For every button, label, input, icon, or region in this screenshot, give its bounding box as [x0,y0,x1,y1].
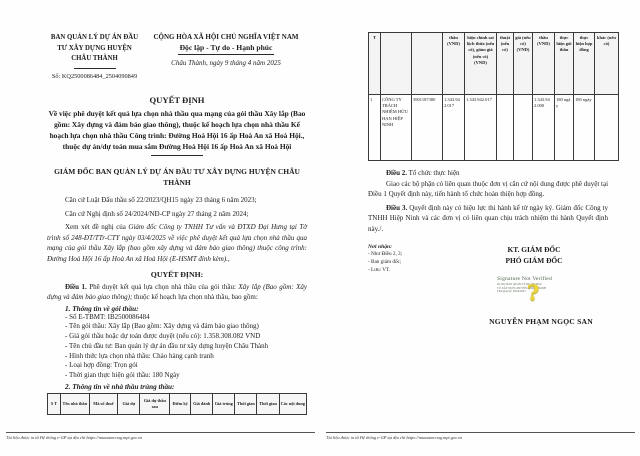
article-1-text: thuộc kế hoạch lựa chọn nhà thầu, bao gồm: [132,293,258,302]
decision-title: QUYẾT ĐỊNH [149,95,205,105]
table-row [369,95,619,161]
recipients-block [368,244,460,275]
footer-note: Tài liệu được in từ Hệ thống e-GP tại địa chỉ https://muasamcong.mpi.gov.vn [6,432,315,440]
consider-body: Giám đốc Công ty TNHH Tư vấn và ĐTXD Đại Hưng tại Tờ trình số 248-ĐT/TTr-CTY ngày 03/4/2025 về việc phê duyệt kết quả lựa chọn nhà thầu qua mạng của gói thầu Xây lắp (bao gồm xây dựng và đảm bảo giao thông) thuộc công trình: Đường Hoà Hội 16 ấp Hoà An xã Hoà Hội (E-HSMT đính kèm)., [47,223,307,263]
table-header-cell [381,33,412,95]
article-3 [368,203,608,235]
table-header-cell: Giá dự [118,393,140,414]
decision-heading: QUYẾT ĐỊNH: [150,269,204,279]
table-header-cell [412,33,443,95]
article-1-label: Điều 1. [65,282,87,291]
package-info-item: - Tên chủ đầu tư: Ban quản lý dự án đầu tư xây dựng huyện Châu Thành [65,341,269,350]
article-2-heading [368,168,608,179]
table-header-cell: Giá trúng [213,393,235,414]
package-info-item: - Loại hợp đồng: Trọn gói [65,361,138,370]
issuing-org-block [47,33,142,82]
table-header-cell: khác (nếu có) [595,33,619,95]
table-header-cell: thầu (VND) [533,33,555,95]
table-header-cell: hiệu chỉnh sai lệch thừa (nếu có), giảm giá (nếu có) (VND) [465,33,497,95]
package-info-item: - Thời gian thực hiện gói thầu: 180 Ngày [65,370,180,379]
table-cell-other [595,95,619,161]
doc-number: Số: KQ2500086484_2504090849 [51,72,138,80]
subtitle-divider [151,155,203,156]
table-header-row [369,33,619,95]
article-2-label: Điều 2. [386,169,407,177]
article-1 [47,282,307,303]
table-cell-stt: 1 [369,95,381,161]
national-title: CỘNG HÒA XÃ HỘI CHỦ NGHĨA VIỆT NAM [153,33,299,41]
table-cell-eval-price [514,95,533,161]
table-cell-duration: 180 ngày [555,95,574,161]
table-header-row [48,393,307,414]
signer-role-line: PHÓ GIÁM ĐỐC [505,255,563,265]
citation-paragraph: Căn cứ Luật Đấu thầu số 22/2023/QH15 ngày 23 tháng 6 năm 2023; [65,196,257,204]
signature-titles [460,244,608,275]
signature-detail-line: Ký bởi: BAN QUẢN LÝ DỰ ÁN ĐẦU [497,283,542,286]
table-cell-contractor: CÔNG TY TRÁCH NHIỆM HỮU HẠN HIỆP NINH [381,95,412,161]
signer-name: NGUYỄN PHẠM NGỌC SAN [489,317,593,326]
signer-role-line: KT. GIÁM ĐỐC [507,244,561,254]
org-name-line: CHÂU THÀNH [71,55,118,62]
page-2 [320,0,640,456]
citation-paragraph: Căn cứ Nghị định số 24/2024/NĐ-CP ngày 27 tháng 2 năm 2024; [65,209,249,218]
closing-block [368,244,608,275]
page-header [47,33,307,82]
signature-detail-line: Thời gian ký: 09/04/2025 [497,290,526,294]
org-name-line: BAN QUẢN LÝ DỰ ÁN ĐẦU [50,34,139,41]
package-info-item: - Số E-TBMT: IB2500086484 [65,312,150,321]
table-header-cell: thực hiện hợp đồng [574,33,595,95]
table-header-cell: thuật (nếu có) [497,33,514,95]
table-header-cell: Mã số thuế [89,393,118,414]
article-1-text: Phê duyệt kết quả lựa chọn nhà thầu của gói thầu: [86,282,239,291]
table-header-cell: Giá đánh [191,393,213,414]
table-cell-tech-score [497,95,514,161]
table-header-cell: giá (nếu có) (VND) [514,33,533,95]
winner-table-header [47,393,307,415]
table-cell-bid-price: 1.343.942.017 [443,95,465,161]
table-cell-adjusted-price: 1.343.942.017 [465,95,497,161]
authority-heading: GIÁM ĐỐC BAN QUẢN LÝ DỰ ÁN ĐẦU TƯ XÂY DỰNG HUYỆN CHÂU THÀNH [54,167,300,187]
signature-detail-line: TƯ XÂY DỰNG HUYỆN CHÂU THÀNH [497,286,547,290]
question-mark-icon: ? [527,280,540,305]
recipients-title: Nơi nhận: [368,243,392,250]
article-3-body: Quyết định này có hiệu lực thi hành kể từ ngày ký. Giám đốc Công ty TNHH Hiệp Ninh và các đơn vị có liên quan chịu trách nhiệm thi hành Quyết định này./. [368,203,609,233]
table-cell-taxcode: 3901187380 [412,95,443,161]
table-header-cell: Các nội dung [279,393,306,414]
package-info-item: - Tên gói thầu: Xây lắp (Bao gồm: Xây dựng và đảm bảo giao thông) [65,322,259,331]
decision-subtitle: Về việc phê duyệt kết quả lựa chọn nhà thầu qua mạng của gói thầu Xây lắp (Bao gồm: Xây dựng và đảm bảo giao thông), thuộc kế hoạch lựa chọn nhà thầu Kế hoạch lựa chọn nhà thầu Công trình: Đường Hoà Hội 16 ấp Hoà An xã Hoà Hội., thuộc dự án/dự toán mua sắm Đường Hoà Hội 16 ấp Hoà An xã Hoà Hội [48,109,306,151]
table-header-cell: thầu (VND) [443,33,465,95]
digital-signature-stamp [497,276,579,305]
package-info-title: 1. Thông tin về gói thầu: [65,304,139,313]
article-3-label: Điều 3. [386,203,408,212]
table-header-cell: T [369,33,381,95]
recipient-item: - Ban giám đốc; [368,258,402,265]
table-header-cell: Tên nhà thầu [61,393,90,414]
recipient-item: - Như Điều 2, 3; [368,250,403,257]
table-header-cell: thực hiện gói thầu [555,33,574,95]
org-divider [74,68,116,69]
table-header-cell: S T [48,393,61,414]
recipient-item: - Lưu: VT. [368,266,391,273]
national-header-block [145,33,307,82]
national-motto: Độc lập - Tự do - Hạnh phúc [179,43,273,52]
table-header-cell: Điểm kỹ [170,393,191,414]
package-info-item: - Hình thức lựa chọn nhà thầu: Chào hàng cạnh tranh [65,351,214,360]
date-line: Châu Thành, ngày 9 tháng 4 năm 2025 [171,59,281,67]
table-cell-award-price: 1.343.942.000 [533,95,555,161]
footer-note: Tài liệu được in từ Hệ thống e-GP tại địa chỉ https://muasamcong.mpi.gov.vn [326,432,635,440]
consideration-paragraph [47,222,307,264]
consider-prefix: Xem xét đề nghị của [65,223,129,232]
table-header-cell: Giá dự thầu sau [140,393,170,414]
table-cell-contract-duration: 180 ngày [574,95,595,161]
table-header-cell: Thời gian [235,393,257,414]
winner-info-title: 2. Thông tin về nhà thầu trúng thầu: [65,382,175,391]
article-2-body: Giao các bộ phận có liên quan thuộc đơn vị căn cứ nội dung được phê duyệt tại Điều 1 Quyết định này, tiến hành tổ chức hoàn thiện hợp đồng. [368,179,609,199]
motto-divider [178,54,274,55]
table-header-cell: Thời gian [257,393,279,414]
winner-table-continued [368,32,619,161]
package-info-item: - Giá gói thầu hoặc dự toán được duyệt (nếu có): 1.358.308.082 VND [65,332,261,341]
article-2-title: Tổ chức thực hiện [407,169,460,177]
signature-status-text: Signature Not Verified [497,276,552,282]
article-1-package: Xây lắp (Bao gồm: Xây dựng và đảm bảo giao thông); [47,282,308,302]
org-name-line: TƯ XÂY DỰNG HUYỆN [57,44,132,52]
